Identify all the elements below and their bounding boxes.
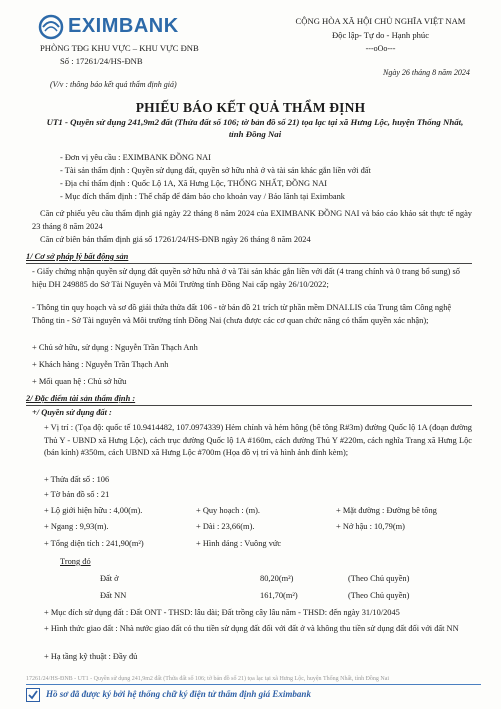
branch-name: PHÒNG TĐG KHU VỰC – KHU VỰC ĐNB: [40, 43, 199, 53]
location: + Vị trí : (Tọa độ: quốc tế 10.9414482, 107.0974339) Hẻm chính và hẻm hông (bê tông R#3m) đường Quốc lộ 1A (đoạn đường Thủ Y - UBND xã Hưng Lộc), cách trục đường Quốc lộ 1A #160m, cách đường Thủ Y #220m, cách nghĩa Trang xã Hưng Lộc (bán kính) #350m, cách UBND xã Hưng Lộc #700m (Họa đồ vị trí và hình ảnh đính kèm);: [44, 423, 472, 457]
section-legal-heading: 1/ Cơ sở pháp lý bất động sản: [26, 252, 129, 261]
road-boundary: + Lộ giới hiện hữu : 4,00(m).: [44, 506, 143, 515]
section-features-heading: 2/ Đặc điểm tài sản thẩm định :: [26, 394, 136, 403]
motto: Độc lập- Tự do - Hạnh phúc: [331, 30, 430, 40]
relation: + Mối quan hệ : Chủ sở hữu: [32, 377, 127, 386]
parcel-number: + Thửa đất số : 106: [44, 475, 110, 484]
length: + Dài : 23,66(m).: [196, 522, 255, 531]
area-breakdown-heading: Trong đó: [60, 557, 91, 566]
allocation-form: + Hình thức giao đất : Nhà nước giao đất có thu tiền sử dụng đất đối với đất ở và không thu tiền sử dụng đất đối với đất NN: [44, 624, 459, 633]
road-surface: + Mặt đường : Đường bê tông: [336, 506, 437, 515]
logo-text: EXIMBANK: [68, 15, 179, 37]
appraised-asset: - Tài sản thẩm định : Quyền sử dụng đất, quyền sở hữu nhà ở và tài sản khác gắn liền với đất: [60, 166, 371, 175]
legal-certificate: - Giấy chứng nhận quyền sử dụng đất quyền sở hữu nhà ở và Tài sản khác gắn liền với đất (4 trang chính và 0 trang bổ sung) số hiệu DH 249885 do Sở Tài Nguyên và Môi Trường tỉnh Đồng Nai cấp ngày 26/10/2022;: [32, 267, 460, 289]
area-row-name: Đất ở: [100, 574, 119, 583]
footer: [26, 676, 481, 706]
infrastructure: + Hạ tầng kỹ thuật : Đầy đủ: [44, 652, 138, 661]
area-row-note: (Theo Chủ quyền): [348, 591, 410, 600]
legal-planning-info: - Thông tin quy hoạch và sơ đồ giải thửa thửa đất 106 - tờ bản đồ 21 trích từ phần mềm DNAI.LIS của Trung tâm Công nghệ Thông tin - Sở Tài nguyên và Môi trường tỉnh Đồng Nai (chưa được các cơ quan chức năng có thẩm quyền xác nhận);: [32, 303, 452, 325]
requesting-unit: - Đơn vị yêu cầu : EXIMBANK ĐỒNG NAI: [60, 153, 211, 162]
frontage-width: + Ngang : 9,93(m).: [44, 522, 109, 531]
area-row-value: 80,20(m²): [260, 574, 294, 583]
planning: + Quy hoạch : (m).: [196, 506, 261, 515]
area-row-value: 161,70(m²): [260, 591, 298, 600]
basis-minutes: Căn cứ biên bản thẩm định giá số 17261/24/HS-ĐNB ngày 26 tháng 8 năm 2024: [40, 235, 311, 244]
eximbank-logo: [38, 10, 178, 46]
motto-line: ---oOo---: [365, 44, 396, 53]
map-sheet: + Tờ bản đồ số : 21: [44, 490, 110, 499]
total-area: + Tổng diện tích : 241,90(m²): [44, 539, 144, 548]
appraisal-purpose: - Mục đích thẩm định : Thế chấp để đảm bảo cho khoản vay / Bảo lãnh tại Eximbank: [60, 192, 345, 201]
land-use-purpose: + Mục đích sử dụng đất : Đất ONT - THSD: lâu dài; Đất trồng cây lâu năm - THSD: đến ngày 31/10/2045: [44, 608, 400, 617]
owner: + Chủ sở hữu, sử dụng : Nguyễn Trần Thạch Anh: [32, 343, 198, 352]
eximbank-logo-icon: [38, 14, 64, 40]
footer-signature-bar: [26, 684, 481, 705]
area-row-name: Đất NN: [100, 591, 127, 600]
basis-request: Căn cứ phiếu yêu cầu thẩm định giá ngày 22 tháng 8 năm 2024 của EXIMBANK ĐỒNG NAI và báo cáo khảo sát thực tế ngày 23 tháng 8 năm 2024: [32, 209, 472, 231]
area-row-note: (Theo Chủ quyền): [348, 574, 410, 583]
shape: + Hình dáng : Vuông vức: [196, 539, 282, 548]
back-width: + Nở hậu : 10,79(m): [336, 522, 405, 531]
appraisal-address: - Địa chỉ thẩm định : Quốc Lộ 1A, Xã Hưng Lộc, THỐNG NHẤT, ĐỒNG NAI: [60, 179, 328, 188]
nation-title: CỘNG HÒA XÃ HỘI CHỦ NGHĨA VIỆT NAM: [295, 16, 466, 26]
checkmark-icon: [26, 688, 40, 702]
document-date: Ngày 26 tháng 8 năm 2024: [383, 68, 470, 77]
document-number: Số : 17261/24/HS-ĐNB: [60, 56, 143, 66]
e-signature-note: Hồ sơ đã được ký bởi hệ thống chữ ký điện tử thẩm định giá Eximbank: [46, 689, 311, 699]
page-title: PHIẾU BÁO KẾT QUẢ THẨM ĐỊNH: [135, 100, 366, 115]
client: + Khách hàng : Nguyễn Trần Thạch Anh: [32, 360, 169, 369]
page-subtitle: UT1 - Quyền sử dụng 241,9m2 đất (Thửa đất số 106; tờ bản đồ số 21) tọa lạc tại xã Hưng Lộc, huyện Thống Nhất, tỉnh Đồng Nai: [46, 117, 464, 139]
footer-reference: 17261/24/HS-ĐNB - UT1 - Quyền sử dụng 241,9m2 đất (Thửa đất số 106; tờ bản đồ số 21) tọa lạc tại xã Hưng Lộc, huyện Thống Nhất, tỉnh Đồng Nai: [26, 676, 390, 682]
document-reference: (V/v : thông báo kết quả thẩm định giá): [50, 80, 177, 89]
land-use-right-heading: +/ Quyền sử dụng đất :: [32, 408, 112, 417]
